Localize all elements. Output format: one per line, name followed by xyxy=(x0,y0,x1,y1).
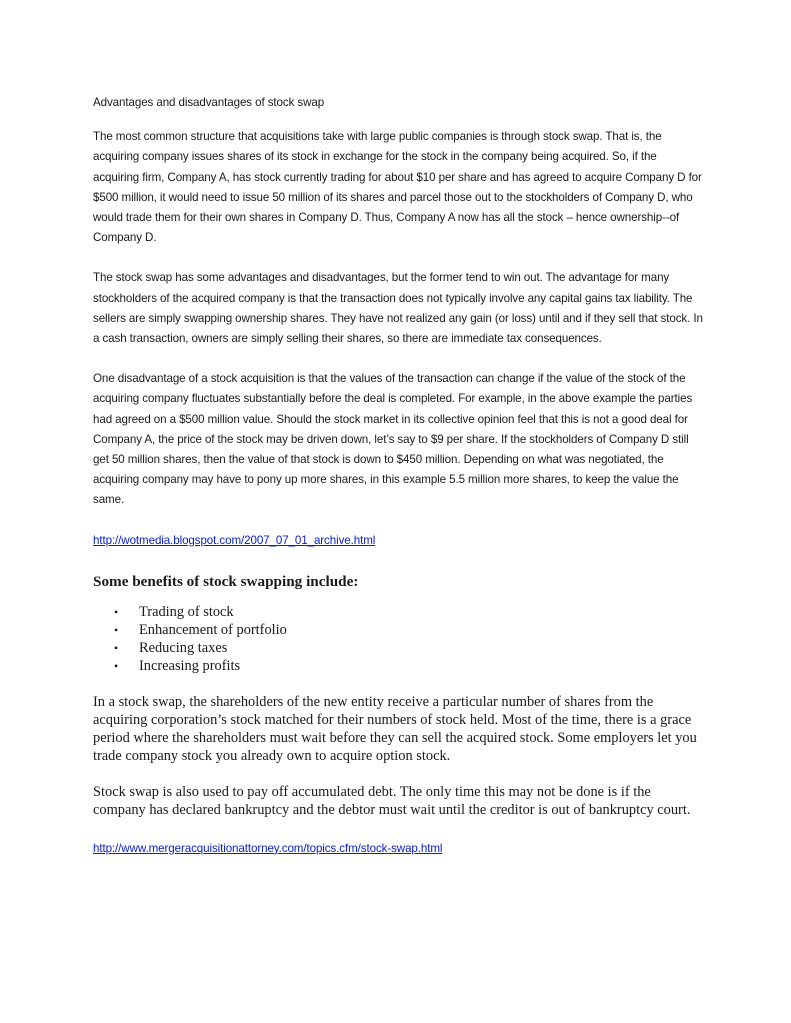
benefit-label: Increasing profits xyxy=(139,657,241,674)
document-title: Advantages and disadvantages of stock swap xyxy=(93,96,325,109)
paragraph-disadvantages: One disadvantage of a stock acquisition is that the values of the transaction can change if the value of the stock of the acquiring company fluctuates substantially before the deal is completed. For example, in the above example the parties had agreed on a $500 million value. Should the stock market in its collective opinion feel that this is not a good deal for Company A, the price of the stock may be driven down, let’s say to $9 per share. If the stockholders of Company D still get 50 million shares, then the value of that stock is down to $450 million. Depending on what was negotiated, the acquiring company may have to pony up more shares, in this example 5.5 million more shares, to keep the value the same. xyxy=(93,372,693,507)
benefits-heading: Some benefits of stock swapping include: xyxy=(93,572,359,590)
benefit-item-profits xyxy=(93,657,703,675)
benefit-label: Enhancement of portfolio xyxy=(139,621,287,638)
source-link-mergeracquisition[interactable]: http://www.mergeracquisitionattorney.com/topics.cfm/stock-swap.html xyxy=(93,841,443,855)
bullet-icon: • xyxy=(114,604,119,619)
bullet-icon: • xyxy=(114,640,119,655)
paragraph-advantages: The stock swap has some advantages and disadvantages, but the former tend to win out. The advantage for many stockholders of the acquired company is that the transaction does not typically involve any capital gains tax liability. The sellers are simply swapping ownership shares. They have not realized any gain (or loss) until and if they sell that stock. In a cash transaction, owners are simply selling their shares, so there are immediate tax consequences. xyxy=(93,271,703,346)
paragraph-stock-swap-structure: The most common structure that acquisitions take with large public companies is through stock swap. That is, the acquiring company issues shares of its stock in exchange for the stock in the company being acquired. So, if the acquiring firm, Company A, has stock currently trading for about $10 per share and has agreed to acquire Company D for $500 million, it would need to issue 50 million of its shares and parcel those out to the stockholders of Company D, who would trade them for their own shares in Company D. Thus, Company A now has all the stock – hence ownership--of Company D. xyxy=(93,130,702,245)
benefit-item-taxes xyxy=(93,639,703,657)
benefits-list xyxy=(93,603,703,675)
paragraph-debt: Stock swap is also used to pay off accumulated debt. The only time this may not be done is if the company has declared bankruptcy and the debtor must wait until the creditor is out of bankruptcy court. xyxy=(93,783,691,818)
benefit-item-portfolio xyxy=(93,621,703,639)
benefit-item-trading xyxy=(93,603,703,621)
source-link-wotmedia[interactable]: http://wotmedia.blogspot.com/2007_07_01_archive.html xyxy=(93,533,376,547)
benefit-label: Trading of stock xyxy=(139,603,234,620)
bullet-icon: • xyxy=(114,622,119,637)
document-body xyxy=(93,93,703,859)
benefit-label: Reducing taxes xyxy=(139,639,228,656)
paragraph-shareholders: In a stock swap, the shareholders of the new entity receive a particular number of shares from the acquiring corporation’s stock matched for their numbers of stock held. Most of the time, there is a grace period where the shareholders must wait before they can sell the acquired stock. Some employers let you trade company stock you already own to acquire option stock. xyxy=(93,693,697,764)
bullet-icon: • xyxy=(114,658,119,673)
